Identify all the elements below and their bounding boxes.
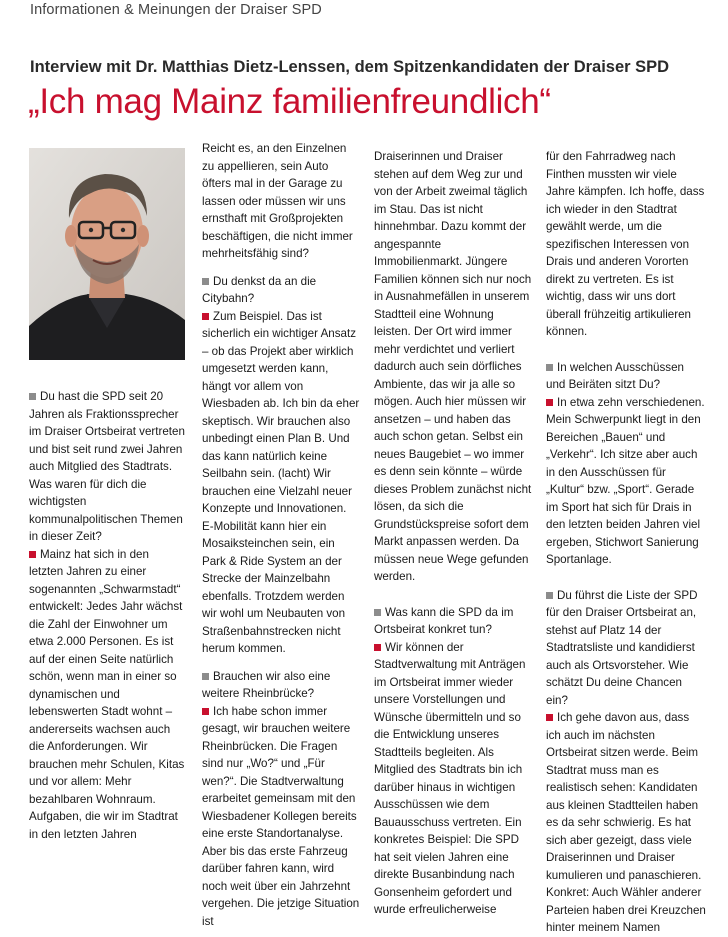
question-ausschuesse: In welchen Ausschüssen und Beiräten sitzt Du? [546, 359, 706, 394]
portrait-illustration [29, 148, 185, 360]
answer-rheinbruecke: Ich habe schon immer gesagt, wir brauchen weitere Rheinbrücken. Die Fragen sind nur „Wo?“ und „Für wen?“. Die Stadtverwaltung erarbeitet gemeinsam mit den Wiesbadener Kollegen bereits eine erste Standortanalyse. Aber bis das erste Fahrzeug darüber fahren kann, wird noch weit über ein Jahrzehnt vergehen. Die jetzige Situation ist [202, 703, 360, 931]
answer-ausschuesse: In etwa zehn verschiedenen. Mein Schwerpunkt liegt in den Bereichen „Bauen“ und „Verkehr“. Ich sitze aber auch in den Ausschüssen für „Kultur“ bzw. „Sport“. Gerade im Sport hat sich für Drais in den letzten beiden Jahren viel ergeben, Stichwort Sanierung Sportanlage. [546, 394, 706, 569]
answer-1: Mainz hat sich in den letzten Jahren zu einer sogenannten „Schwarmstadt“ entwickelt: Jedes Jahr wächst die Zahl der Einwohner um etwa 2.000 Personen. Es ist auf der einen Seite natürlich schön, wenn man in einer so dynamischen und lebenswerten Stadt wohnt – andererseits wachsen auch die Anforderungen. Wir brauchen mehr Schulen, Kitas und vor allem: Mehr bezahlbaren Wohnraum. Aufgaben, die wir im Stadtrat in den letzten Jahren [29, 546, 186, 844]
continued-text: Reicht es, an den Einzelnen zu appellieren, sein Auto öfters mal in der Garage zu lassen oder müssen wir uns ernsthaft mit Großprojekten beschäftigen, die nicht immer mehrheitsfähig sind? [202, 142, 353, 260]
answer-ortsbeirat: Wir können der Stadtverwaltung mit Anträgen im Ortsbeirat immer wieder unsere Vorstellungen und Wünsche übermitteln und so die Entwicklung unseres Stadtteils begleiten. Als Mitglied des Stadtrats bin ich darüber hinaus in wichtigen Ausschüssen wie dem Bauausschuss vertreten. Ein konkretes Beispiel: Die SPD hat seit vielen Jahren eine direkte Busanbindung nach Gonsenheim gefordert und wurde erfreulicherweise [374, 639, 532, 919]
section-label: Informationen & Meinungen der Draiser SPD [30, 2, 322, 18]
question-citybahn: Du denkst da an die Citybahn? [202, 273, 360, 308]
continued-text: Draiserinnen und Draiser stehen auf dem Weg zur und von der Arbeit zweimal täglich im Stau. Das ist nicht hinnehmbar. Dazu kommt der angespannte Immobilienmarkt. Jüngere Familien können sich nur noch in Ausnahmefällen in unserem Stadtteil eine Wohnung leisten. Der Ort wird immer mehr verdichtet und verliert dadurch auch sein dörfliches Ambiente, das wir ja alle so mögen. Auch hier müssen wir ansetzen – und haben das auch schon getan. Selbst ein neues Baugebiet – wo immer es denn sein könnte – würde dieses Problem zunächst nicht lösen, da sich die Grundstückspreise sofort dem Markt anpassen werden. Da müssen neue Wege gefunden werden. [374, 150, 532, 583]
portrait-photo [29, 148, 185, 360]
answer-chancen: Ich gehe davon aus, dass ich auch im nächsten Ortsbeirat sitzen werde. Beim Stadtrat muss man es realistisch sehen: Kandidaten aus kleinen Stadtteilen haben es da sehr schwierig. Es hat sich aber gezeigt, dass viele Draiserinnen und Draiser kumulieren und panaschieren. Konkret: Auch Wähler anderer Parteien haben drei Kreuzchen hinter meinem Namen [546, 709, 706, 937]
interview-subtitle: Interview mit Dr. Matthias Dietz-Lenssen, dem Spitzenkandidaten der Draiser SPD [30, 58, 670, 76]
column-3 [374, 148, 532, 919]
question-1: Du hast die SPD seit 20 Jahren als Fraktionssprecher im Draiser Ortsbeirat vertreten und bist seit rund zwei Jahren auch Mitglied des Stadtrats. Was waren für dich die wichtigsten kommunalpolitischen Themen in dieser Zeit? [29, 388, 186, 546]
answer-citybahn: Zum Beispiel. Das ist sicherlich ein wichtiger Ansatz – ob das Projekt aber wirklich umgesetzt werden kann, hängt vor allem von Wiesbaden ab. Ich bin da eher skeptisch. Wir brauchen also unbedingt einen Plan B. Und das kann natürlich keine Seilbahn sein. (lacht) Wir brauchen eine Vielzahl neuer Konzepte und Innovationen. E-Mobilität kann hier ein Mosaiksteinchen sein, ein Park & Ride System an der Strecke der Mainzelbahn ebenfalls. Trotzdem werden wir wohl um Neubauten von Straßenbahnstrecken nicht herum kommen. [202, 308, 360, 658]
column-4 [546, 148, 706, 937]
column-1 [29, 388, 186, 843]
column-2 [202, 140, 360, 930]
headline: „Ich mag Mainz familienfreundlich“ [28, 82, 551, 121]
continued-text: für den Fahrradweg nach Finthen mussten wir viele Jahre kämpfen. Ich hoffe, dass ich wieder in den Stadtrat gewählt werde, um die spezifischen Interessen von Drais und anderen Vororten direkt zu vertreten. Es ist wichtig, dass wir uns dort überall frühzeitig artikulieren können. [546, 150, 705, 338]
question-rheinbruecke: Brauchen wir also eine weitere Rheinbrücke? [202, 668, 360, 703]
question-ortsbeirat: Was kann die SPD da im Ortsbeirat konkret tun? [374, 604, 532, 639]
question-chancen: Du führst die Liste der SPD für den Draiser Ortsbeirat an, stehst auf Platz 14 der Stadtratsliste und kandidierst auch als Ortsvorsteher. Wie schätzt Du deine Chancen ein? [546, 587, 706, 710]
